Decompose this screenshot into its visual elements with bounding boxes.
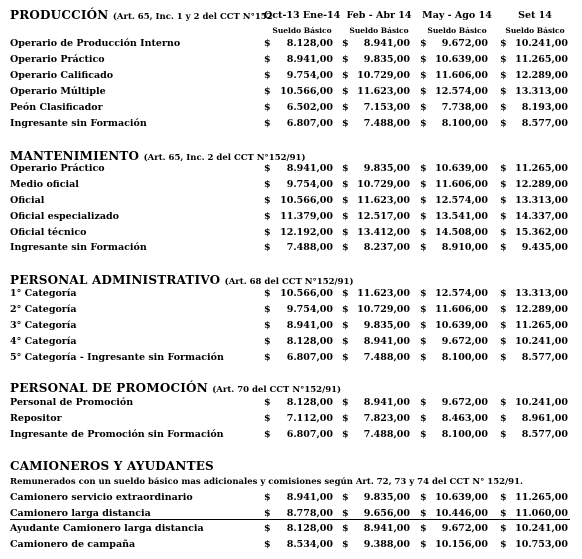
table-row: [0, 320, 582, 335]
salary-value: 12.289,00: [515, 70, 568, 81]
currency-symbol: $: [342, 227, 349, 238]
salary-value: 9.435,00: [521, 242, 568, 253]
row-label: Operario Múltiple: [10, 86, 106, 97]
salary-value: 10.241,00: [515, 38, 568, 49]
currency-symbol: $: [500, 38, 507, 49]
currency-symbol: $: [342, 211, 349, 222]
row-label: 5° Categoría - Ingresante sin Formación: [10, 352, 224, 363]
currency-symbol: $: [342, 413, 349, 424]
currency-symbol: $: [420, 508, 427, 519]
table-row: [0, 336, 582, 351]
row-label: 1° Categoría: [10, 288, 77, 299]
row-label: Oficial técnico: [10, 227, 87, 238]
subheader-1: Sueldo Básico: [272, 26, 332, 35]
row-label: Camionero larga distancia: [10, 508, 151, 519]
currency-symbol: $: [500, 163, 507, 174]
salary-value: 10.639,00: [435, 163, 488, 174]
currency-symbol: $: [500, 320, 507, 331]
salary-value: 9.672,00: [441, 336, 488, 347]
salary-value: 9.754,00: [286, 70, 333, 81]
title-note: (Art. 65, Inc. 1 y 2 del CCT N°152: [112, 12, 273, 22]
salary-value: 8.128,00: [286, 397, 333, 408]
salary-value: 8.941,00: [363, 397, 410, 408]
currency-symbol: $: [420, 288, 427, 299]
table-row: [0, 429, 582, 444]
section-title-administrativo: [10, 273, 353, 287]
currency-symbol: $: [500, 118, 507, 129]
currency-symbol: $: [342, 195, 349, 206]
currency-symbol: $: [420, 429, 427, 440]
salary-value: 9.835,00: [363, 320, 410, 331]
section-title-produccion: [10, 8, 273, 22]
table-row: [0, 163, 582, 178]
row-label: Oficial especializado: [10, 211, 120, 222]
salary-value: 13.313,00: [515, 86, 568, 97]
currency-symbol: $: [500, 70, 507, 81]
salary-value: 8.941,00: [363, 336, 410, 347]
section-note: (Art. 70 del CCT N°152/91): [212, 385, 342, 395]
currency-symbol: $: [342, 304, 349, 315]
currency-symbol: $: [420, 336, 427, 347]
salary-value: 10.566,00: [280, 86, 333, 97]
salary-value: 8.100,00: [441, 352, 488, 363]
currency-symbol: $: [342, 163, 349, 174]
table-row: [0, 70, 582, 85]
salary-value: 8.100,00: [441, 118, 488, 129]
salary-value: 10.729,00: [357, 304, 410, 315]
salary-value: 10.446,00: [435, 508, 488, 519]
currency-symbol: $: [500, 86, 507, 97]
currency-symbol: $: [420, 86, 427, 97]
salary-value: 8.941,00: [286, 54, 333, 65]
currency-symbol: $: [264, 413, 271, 424]
salary-value: 11.265,00: [515, 54, 568, 65]
currency-symbol: $: [264, 288, 271, 299]
row-label: Operario de Producción Interno: [10, 38, 181, 49]
salary-value: 8.941,00: [286, 163, 333, 174]
currency-symbol: $: [264, 352, 271, 363]
currency-symbol: $: [420, 102, 427, 113]
currency-symbol: $: [342, 118, 349, 129]
salary-value: 9.835,00: [363, 492, 410, 503]
currency-symbol: $: [264, 304, 271, 315]
currency-symbol: $: [342, 508, 349, 519]
table-row: [0, 86, 582, 101]
section-note: (Art. 65, Inc. 2 del CCT N°152/91): [143, 153, 306, 163]
currency-symbol: $: [420, 118, 427, 129]
row-label: Ingresante sin Formación: [10, 242, 147, 253]
salary-value: 10.241,00: [515, 523, 568, 534]
salary-value: 7.488,00: [363, 352, 410, 363]
currency-symbol: $: [500, 304, 507, 315]
currency-symbol: $: [420, 54, 427, 65]
salary-value: 9.835,00: [363, 54, 410, 65]
currency-symbol: $: [342, 179, 349, 190]
currency-symbol: $: [500, 195, 507, 206]
currency-symbol: $: [420, 352, 427, 363]
currency-symbol: $: [264, 118, 271, 129]
salary-value: 6.807,00: [286, 118, 333, 129]
salary-value: 9.656,00: [363, 508, 410, 519]
table-row: [0, 211, 582, 226]
currency-symbol: $: [420, 211, 427, 222]
currency-symbol: $: [264, 211, 271, 222]
row-label: Personal de Promoción: [10, 397, 134, 408]
row-label: 4° Categoría: [10, 336, 77, 347]
salary-value: 14.337,00: [515, 211, 568, 222]
salary-value: 8.577,00: [521, 118, 568, 129]
currency-symbol: $: [500, 397, 507, 408]
currency-symbol: $: [264, 54, 271, 65]
subheader-4: Sueldo Básico: [505, 26, 565, 35]
salary-value: 12.192,00: [280, 227, 333, 238]
currency-symbol: $: [420, 179, 427, 190]
period-header-2: Feb - Abr 14: [346, 10, 412, 21]
salary-value: 8.128,00: [286, 523, 333, 534]
currency-symbol: $: [420, 320, 427, 331]
salary-value: 10.729,00: [357, 179, 410, 190]
salary-value: 14.508,00: [435, 227, 488, 238]
currency-symbol: $: [342, 352, 349, 363]
salary-value: 9.754,00: [286, 304, 333, 315]
salary-value: 9.672,00: [441, 397, 488, 408]
table-row: [0, 242, 582, 257]
salary-value: 13.412,00: [357, 227, 410, 238]
salary-value: 11.060,00: [515, 508, 568, 519]
salary-value: 9.754,00: [286, 179, 333, 190]
salary-value: 8.193,00: [521, 102, 568, 113]
currency-symbol: $: [264, 242, 271, 253]
salary-value: 7.153,00: [363, 102, 410, 113]
salary-value: 12.517,00: [357, 211, 410, 222]
salary-value: 8.941,00: [286, 320, 333, 331]
currency-symbol: $: [264, 397, 271, 408]
salary-value: 10.241,00: [515, 397, 568, 408]
salary-value: 8.128,00: [286, 38, 333, 49]
salary-value: 11.606,00: [435, 304, 488, 315]
salary-value: 10.566,00: [280, 288, 333, 299]
salary-value: 10.729,00: [357, 70, 410, 81]
salary-value: 12.289,00: [515, 304, 568, 315]
salary-value: 9.388,00: [363, 539, 410, 550]
currency-symbol: $: [342, 242, 349, 253]
camioneros-note: Remunerados con un sueldo básico mas adicionales y comisiones según Art. 72, 73 y 74 del CCT N° 152/91.: [10, 477, 523, 487]
table-row: [0, 413, 582, 428]
row-label: Camionero de campaña: [10, 539, 136, 550]
currency-symbol: $: [420, 304, 427, 315]
table-row: [0, 352, 582, 367]
currency-symbol: $: [420, 413, 427, 424]
salary-value: 12.574,00: [435, 195, 488, 206]
row-label: Medio oficial: [10, 179, 79, 190]
table-row: [0, 195, 582, 210]
salary-value: 8.961,00: [521, 413, 568, 424]
salary-value: 6.807,00: [286, 429, 333, 440]
salary-value: 11.379,00: [280, 211, 333, 222]
salary-value: 11.623,00: [357, 195, 410, 206]
currency-symbol: $: [264, 195, 271, 206]
currency-symbol: $: [342, 492, 349, 503]
salary-value: 15.362,00: [515, 227, 568, 238]
currency-symbol: $: [264, 70, 271, 81]
salary-value: 11.606,00: [435, 70, 488, 81]
salary-value: 8.534,00: [286, 539, 333, 550]
currency-symbol: $: [342, 70, 349, 81]
currency-symbol: $: [420, 492, 427, 503]
currency-symbol: $: [500, 352, 507, 363]
period-header-1: Oct-13 Ene-14: [264, 10, 341, 21]
salary-value: 8.941,00: [363, 523, 410, 534]
row-label: Repositor: [10, 413, 62, 424]
salary-value: 6.502,00: [286, 102, 333, 113]
currency-symbol: $: [342, 523, 349, 534]
salary-value: 12.574,00: [435, 86, 488, 97]
period-header-3: May - Ago 14: [422, 10, 492, 21]
salary-value: 10.639,00: [435, 320, 488, 331]
row-label: Operario Práctico: [10, 54, 105, 65]
currency-symbol: $: [500, 492, 507, 503]
salary-value: 8.237,00: [363, 242, 410, 253]
currency-symbol: $: [420, 38, 427, 49]
salary-value: 11.265,00: [515, 320, 568, 331]
currency-symbol: $: [264, 320, 271, 331]
salary-value: 8.941,00: [286, 492, 333, 503]
currency-symbol: $: [264, 539, 271, 550]
row-label: Operario Calificado: [10, 70, 114, 81]
currency-symbol: $: [342, 320, 349, 331]
currency-symbol: $: [264, 429, 271, 440]
subheader-2: Sueldo Básico: [349, 26, 409, 35]
salary-value: 11.265,00: [515, 163, 568, 174]
salary-value: 9.672,00: [441, 523, 488, 534]
section-title-camioneros: [10, 459, 214, 473]
salary-value: 8.577,00: [521, 352, 568, 363]
salary-value: 13.313,00: [515, 288, 568, 299]
currency-symbol: $: [500, 523, 507, 534]
salary-value: 10.566,00: [280, 195, 333, 206]
salary-value: 7.823,00: [363, 413, 410, 424]
currency-symbol: $: [342, 38, 349, 49]
table-row: [0, 102, 582, 117]
table-row: [0, 288, 582, 303]
salary-value: 8.941,00: [363, 38, 410, 49]
currency-symbol: $: [342, 288, 349, 299]
row-label: Ingresante sin Formación: [10, 118, 147, 129]
currency-symbol: $: [420, 397, 427, 408]
salary-value: 9.835,00: [363, 163, 410, 174]
currency-symbol: $: [342, 539, 349, 550]
salary-value: 11.623,00: [357, 288, 410, 299]
currency-symbol: $: [500, 413, 507, 424]
salary-value: 10.753,00: [515, 539, 568, 550]
salary-value: 9.672,00: [441, 38, 488, 49]
currency-symbol: $: [500, 336, 507, 347]
row-label: 3° Categoría: [10, 320, 77, 331]
currency-symbol: $: [342, 54, 349, 65]
period-header-4: Set 14: [518, 10, 552, 21]
currency-symbol: $: [264, 336, 271, 347]
currency-symbol: $: [500, 288, 507, 299]
table-row: [0, 38, 582, 53]
salary-value: 8.910,00: [441, 242, 488, 253]
table-row: [0, 492, 582, 507]
currency-symbol: $: [420, 242, 427, 253]
salary-value: 12.289,00: [515, 179, 568, 190]
salary-value: 11.265,00: [515, 492, 568, 503]
salary-value: 11.623,00: [357, 86, 410, 97]
currency-symbol: $: [420, 70, 427, 81]
salary-value: 13.541,00: [435, 211, 488, 222]
currency-symbol: $: [500, 508, 507, 519]
salary-value: 10.639,00: [435, 54, 488, 65]
title-text: PRODUCCIÓN: [10, 8, 109, 22]
section-title-text: PERSONAL ADMINISTRATIVO: [10, 273, 221, 287]
currency-symbol: $: [420, 227, 427, 238]
row-divider: [10, 519, 570, 520]
currency-symbol: $: [500, 429, 507, 440]
row-label: Operario Práctico: [10, 163, 105, 174]
currency-symbol: $: [420, 163, 427, 174]
salary-value: 6.807,00: [286, 352, 333, 363]
currency-symbol: $: [264, 508, 271, 519]
currency-symbol: $: [342, 336, 349, 347]
table-row: [0, 227, 582, 242]
currency-symbol: $: [264, 163, 271, 174]
salary-value: 13.313,00: [515, 195, 568, 206]
section-title-text: MANTENIMIENTO: [10, 149, 140, 163]
salary-value: 7.488,00: [363, 118, 410, 129]
currency-symbol: $: [264, 227, 271, 238]
currency-symbol: $: [500, 211, 507, 222]
salary-value: 10.241,00: [515, 336, 568, 347]
salary-value: 7.488,00: [363, 429, 410, 440]
currency-symbol: $: [264, 492, 271, 503]
table-row: [0, 523, 582, 538]
currency-symbol: $: [264, 523, 271, 534]
currency-symbol: $: [342, 102, 349, 113]
table-row: [0, 304, 582, 319]
currency-symbol: $: [420, 539, 427, 550]
currency-symbol: $: [342, 429, 349, 440]
section-title-text: PERSONAL DE PROMOCIÓN: [10, 381, 208, 395]
currency-symbol: $: [264, 86, 271, 97]
currency-symbol: $: [342, 397, 349, 408]
row-label: 2° Categoría: [10, 304, 77, 315]
currency-symbol: $: [500, 179, 507, 190]
currency-symbol: $: [264, 102, 271, 113]
row-label: Oficial: [10, 195, 45, 206]
row-label: Camionero servicio extraordinario: [10, 492, 193, 503]
row-label: Peón Clasificador: [10, 102, 103, 113]
currency-symbol: $: [420, 195, 427, 206]
salary-value: 10.639,00: [435, 492, 488, 503]
salary-value: 7.488,00: [286, 242, 333, 253]
table-row: [0, 54, 582, 69]
salary-value: 12.574,00: [435, 288, 488, 299]
currency-symbol: $: [500, 102, 507, 113]
section-title-mantenimiento: [10, 149, 306, 163]
salary-value: 8.577,00: [521, 429, 568, 440]
salary-value: 8.100,00: [441, 429, 488, 440]
section-title-text: CAMIONEROS Y AYUDANTES: [10, 459, 214, 473]
currency-symbol: $: [264, 38, 271, 49]
row-label: Ayudante Camionero larga distancia: [10, 523, 204, 534]
table-row: [0, 118, 582, 133]
subheader-3: Sueldo Básico: [427, 26, 487, 35]
table-row: [0, 179, 582, 194]
currency-symbol: $: [500, 54, 507, 65]
salary-value: 7.738,00: [441, 102, 488, 113]
table-row: [0, 397, 582, 412]
table-row: [0, 508, 582, 523]
currency-symbol: $: [500, 242, 507, 253]
currency-symbol: $: [342, 86, 349, 97]
currency-symbol: $: [500, 227, 507, 238]
currency-symbol: $: [420, 523, 427, 534]
salary-value: 8.778,00: [286, 508, 333, 519]
salary-value: 11.606,00: [435, 179, 488, 190]
row-label: Ingresante de Promoción sin Formación: [10, 429, 224, 440]
currency-symbol: $: [500, 539, 507, 550]
section-title-promocion: [10, 381, 341, 395]
salary-value: 10.156,00: [435, 539, 488, 550]
section-note: (Art. 68 del CCT N°152/91): [224, 277, 354, 287]
table-row: [0, 539, 582, 554]
salary-value: 8.128,00: [286, 336, 333, 347]
currency-symbol: $: [264, 179, 271, 190]
salary-value: 7.112,00: [286, 413, 333, 424]
salary-value: 8.463,00: [441, 413, 488, 424]
